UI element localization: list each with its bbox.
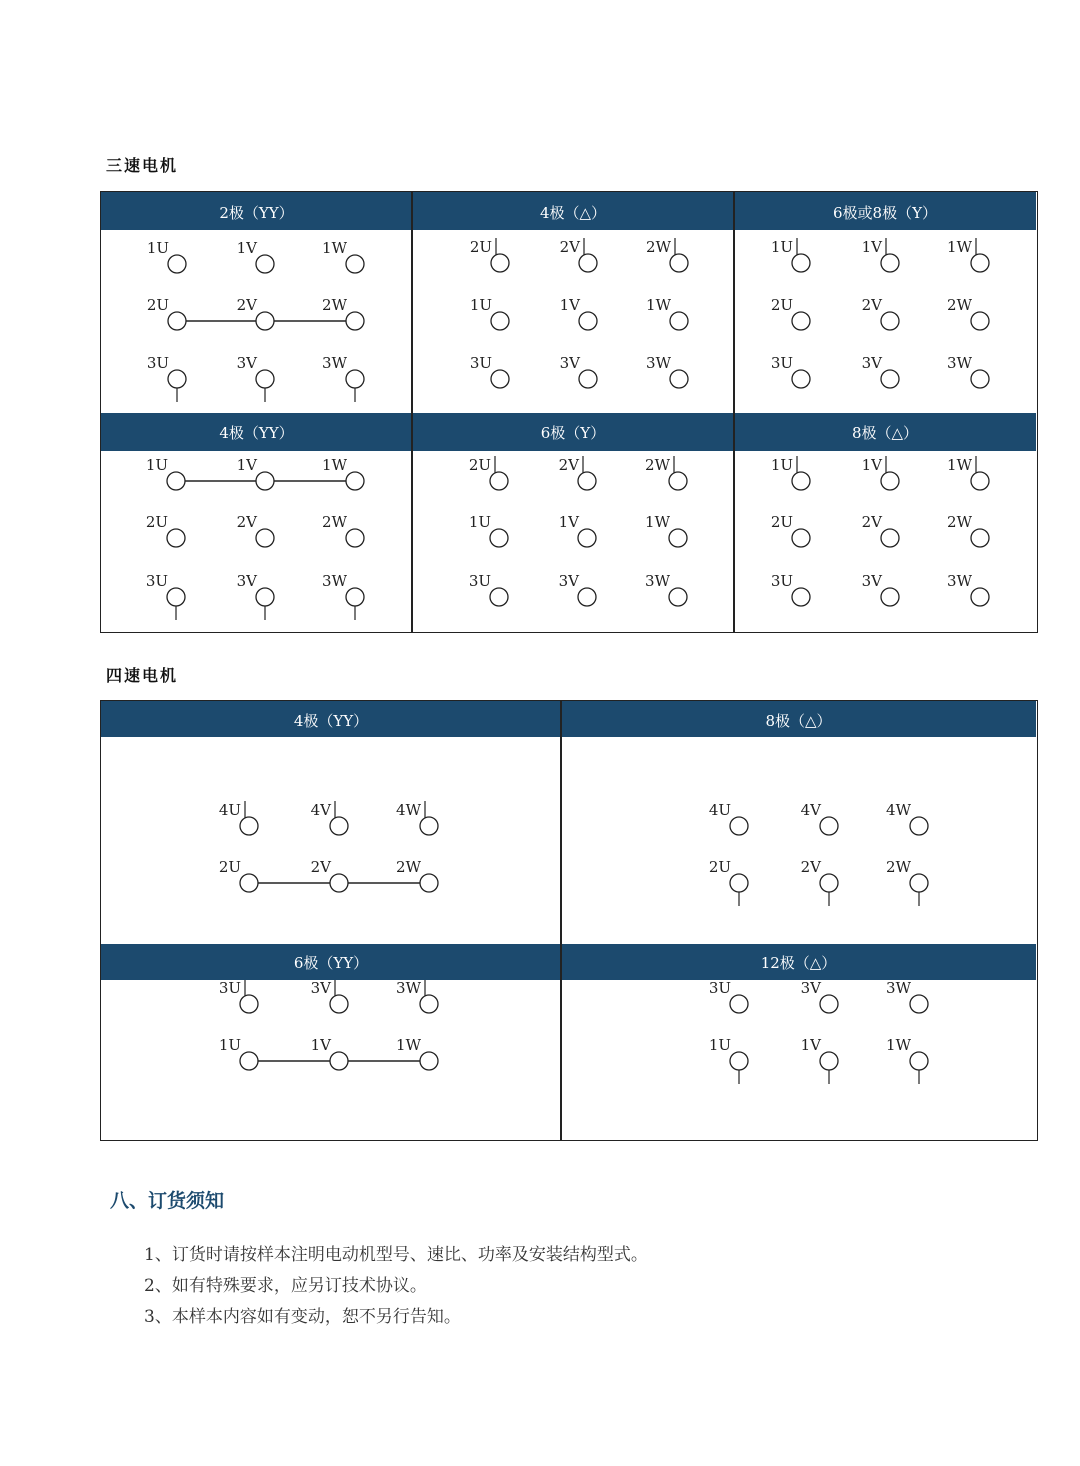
terminal-circle (730, 1052, 748, 1070)
terminal-circle (491, 312, 509, 330)
cell-header: 2极（YY） (101, 192, 412, 230)
terminal-label: 1U (469, 296, 492, 314)
terminal-circle (167, 472, 185, 490)
terminal-label: 4V (310, 801, 331, 819)
terminal-label: 1W (322, 456, 347, 474)
terminal-circle (820, 874, 838, 892)
terminal-circle (792, 529, 810, 547)
terminal-circle (669, 529, 687, 547)
terminal-circle (910, 1052, 928, 1070)
terminal-label: 2U (145, 513, 168, 531)
terminal-circle (167, 588, 185, 606)
terminal-circle (910, 817, 928, 835)
terminal-circle (579, 312, 597, 330)
terminal-label: 1U (145, 456, 168, 474)
cell-header: 4极（YY） (101, 701, 561, 737)
terminal-label: 3U (468, 572, 491, 590)
terminal-label: 1W (646, 296, 671, 314)
terminal-label: 2V (800, 858, 821, 876)
wiring-diagram (101, 737, 561, 944)
wiring-diagram (412, 451, 734, 632)
terminal-label: 2U (146, 296, 169, 314)
terminal-circle (240, 874, 258, 892)
terminal-circle (346, 255, 364, 273)
ts-cell-5 (734, 413, 1036, 632)
terminal-circle (240, 1052, 258, 1070)
terminal-label: 1U (218, 1036, 241, 1054)
terminal-label: 1V (559, 296, 580, 314)
terminal-circle (971, 254, 989, 272)
terminal-circle (420, 1052, 438, 1070)
terminal-label: 1V (800, 1036, 821, 1054)
terminal-label: 1U (770, 456, 793, 474)
terminal-label: 2V (559, 238, 580, 256)
terminal-label: 2W (947, 296, 972, 314)
terminal-label: 4V (800, 801, 821, 819)
cell-header: 4极（YY） (101, 413, 412, 451)
terminal-circle (168, 255, 186, 273)
terminal-circle (881, 472, 899, 490)
terminal-label: 3W (947, 354, 972, 372)
terminal-label: 1W (947, 456, 972, 474)
terminal-circle (670, 312, 688, 330)
terminal-label: 3W (322, 572, 347, 590)
terminal-label: 3V (310, 980, 331, 997)
terminal-label: 1V (861, 238, 882, 256)
terminal-label: 2V (236, 513, 257, 531)
cell-header: 6极（Y） (412, 413, 734, 451)
ordering-title: 八、订货须知 (110, 1190, 225, 1212)
terminal-label: 2U (708, 858, 731, 876)
fs-cell-1 (561, 701, 1036, 944)
terminal-circle (330, 1052, 348, 1070)
terminal-circle (820, 817, 838, 835)
wiring-diagram (561, 980, 1036, 1140)
terminal-label: 3U (145, 572, 168, 590)
terminal-circle (420, 817, 438, 835)
wiring-diagram (734, 230, 1036, 413)
terminal-label: 3U (770, 572, 793, 590)
terminal-circle (670, 370, 688, 388)
terminal-circle (240, 817, 258, 835)
terminal-circle (792, 370, 810, 388)
terminal-circle (330, 874, 348, 892)
terminal-label: 2W (947, 513, 972, 531)
terminal-label: 1W (947, 238, 972, 256)
terminal-circle (168, 312, 186, 330)
terminal-label: 3U (770, 354, 793, 372)
terminal-circle (578, 529, 596, 547)
terminal-circle (730, 874, 748, 892)
terminal-circle (669, 588, 687, 606)
terminal-circle (792, 254, 810, 272)
cell-header: 4极（△） (412, 192, 734, 230)
terminal-circle (910, 874, 928, 892)
ts-cell-4 (412, 413, 734, 632)
terminal-label: 2V (236, 296, 257, 314)
terminal-circle (256, 472, 274, 490)
terminal-label: 2U (218, 858, 241, 876)
terminal-label: 3U (218, 980, 241, 997)
four-speed-title: 四速电机 (106, 666, 179, 685)
terminal-label: 3V (861, 572, 882, 590)
terminal-circle (578, 588, 596, 606)
terminal-label: 1U (146, 239, 169, 257)
terminal-label: 4W (886, 801, 911, 819)
terminal-circle (491, 254, 509, 272)
terminal-label: 3W (646, 354, 671, 372)
terminal-circle (670, 254, 688, 272)
wiring-diagram (734, 451, 1036, 632)
terminal-label: 4U (218, 801, 241, 819)
terminal-label: 3V (800, 980, 821, 997)
four-speed-grid (100, 700, 1038, 1141)
cell-header: 12极（△） (561, 944, 1036, 980)
terminal-circle (792, 472, 810, 490)
terminal-label: 1V (310, 1036, 331, 1054)
terminal-circle (730, 995, 748, 1013)
terminal-label: 3W (886, 980, 911, 997)
grid-divider (560, 701, 562, 1140)
terminal-circle (490, 588, 508, 606)
terminal-circle (420, 995, 438, 1013)
terminal-circle (346, 588, 364, 606)
terminal-label: 3V (558, 572, 579, 590)
terminal-circle (792, 588, 810, 606)
terminal-label: 3W (396, 980, 421, 997)
terminal-circle (346, 312, 364, 330)
cell-header: 8极（△） (734, 413, 1036, 451)
terminal-circle (730, 817, 748, 835)
terminal-label: 1U (770, 238, 793, 256)
terminal-label: 1V (861, 456, 882, 474)
terminal-label: 1V (558, 513, 579, 531)
wiring-diagram (561, 737, 1036, 944)
cell-header: 6极或8极（Y） (734, 192, 1036, 230)
terminal-label: 3V (236, 572, 257, 590)
terminal-label: 2V (310, 858, 331, 876)
terminal-label: 2U (770, 513, 793, 531)
terminal-label: 3U (146, 354, 169, 372)
terminal-label: 2W (322, 296, 347, 314)
ts-cell-2 (734, 192, 1036, 413)
note-item: 1、订货时请按样本注明电动机型号、速比、功率及安装结构型式。 (144, 1245, 648, 1265)
terminal-label: 1W (645, 513, 670, 531)
terminal-label: 3V (236, 354, 257, 372)
terminal-circle (881, 312, 899, 330)
terminal-label: 3W (947, 572, 972, 590)
terminal-label: 2W (646, 238, 671, 256)
terminal-circle (971, 529, 989, 547)
terminal-circle (881, 370, 899, 388)
terminal-circle (820, 995, 838, 1013)
ts-cell-0 (101, 192, 412, 413)
terminal-circle (346, 370, 364, 388)
terminal-circle (579, 370, 597, 388)
terminal-circle (971, 312, 989, 330)
terminal-label: 3V (559, 354, 580, 372)
wiring-diagram (101, 230, 412, 413)
terminal-circle (971, 588, 989, 606)
ordering-notes (144, 1240, 648, 1333)
terminal-circle (256, 312, 274, 330)
terminal-circle (971, 472, 989, 490)
note-item: 3、本样本内容如有变动，恕不另行告知。 (144, 1307, 461, 1327)
ts-cell-3 (101, 413, 412, 632)
terminal-circle (167, 529, 185, 547)
terminal-circle (881, 588, 899, 606)
terminal-circle (256, 588, 274, 606)
terminal-circle (256, 255, 274, 273)
terminal-label: 1U (708, 1036, 731, 1054)
terminal-label: 1V (236, 456, 257, 474)
terminal-label: 3W (322, 354, 347, 372)
terminal-circle (881, 529, 899, 547)
terminal-label: 2W (396, 858, 421, 876)
wiring-diagram (101, 980, 561, 1140)
cell-header: 8极（△） (561, 701, 1036, 737)
terminal-circle (240, 995, 258, 1013)
terminal-circle (346, 529, 364, 547)
terminal-circle (490, 472, 508, 490)
terminal-circle (256, 370, 274, 388)
terminal-label: 2W (322, 513, 347, 531)
wiring-diagram (412, 230, 734, 413)
terminal-circle (256, 529, 274, 547)
terminal-circle (820, 1052, 838, 1070)
terminal-circle (579, 254, 597, 272)
terminal-label: 2U (468, 456, 491, 474)
terminal-circle (491, 370, 509, 388)
three-speed-title: 三速电机 (106, 156, 179, 175)
terminal-label: 2V (861, 296, 882, 314)
terminal-circle (881, 254, 899, 272)
terminal-label: 2U (770, 296, 793, 314)
terminal-label: 1V (236, 239, 257, 257)
terminal-circle (490, 529, 508, 547)
terminal-label: 2U (469, 238, 492, 256)
terminal-label: 2V (558, 456, 579, 474)
fs-cell-0 (101, 701, 561, 944)
fs-cell-3 (561, 944, 1036, 1140)
grid-divider (411, 192, 413, 632)
terminal-circle (792, 312, 810, 330)
note-item: 2、如有特殊要求，应另订技术协议。 (144, 1276, 427, 1296)
terminal-label: 2V (861, 513, 882, 531)
three-speed-grid (100, 191, 1038, 633)
terminal-circle (971, 370, 989, 388)
grid-divider (733, 192, 735, 632)
terminal-label: 1W (396, 1036, 421, 1054)
terminal-label: 2W (645, 456, 670, 474)
terminal-label: 1U (468, 513, 491, 531)
terminal-circle (346, 472, 364, 490)
terminal-label: 4U (708, 801, 731, 819)
terminal-circle (578, 472, 596, 490)
terminal-label: 3V (861, 354, 882, 372)
terminal-label: 3U (469, 354, 492, 372)
fs-cell-2 (101, 944, 561, 1140)
terminal-circle (168, 370, 186, 388)
terminal-circle (669, 472, 687, 490)
wiring-diagram (101, 451, 412, 632)
cell-header: 6极（YY） (101, 944, 561, 980)
terminal-circle (420, 874, 438, 892)
terminal-label: 3U (708, 980, 731, 997)
ts-cell-1 (412, 192, 734, 413)
terminal-label: 1W (886, 1036, 911, 1054)
terminal-label: 2W (886, 858, 911, 876)
terminal-circle (910, 995, 928, 1013)
terminal-label: 3W (645, 572, 670, 590)
terminal-circle (330, 817, 348, 835)
terminal-label: 4W (396, 801, 421, 819)
terminal-label: 1W (322, 239, 347, 257)
terminal-circle (330, 995, 348, 1013)
